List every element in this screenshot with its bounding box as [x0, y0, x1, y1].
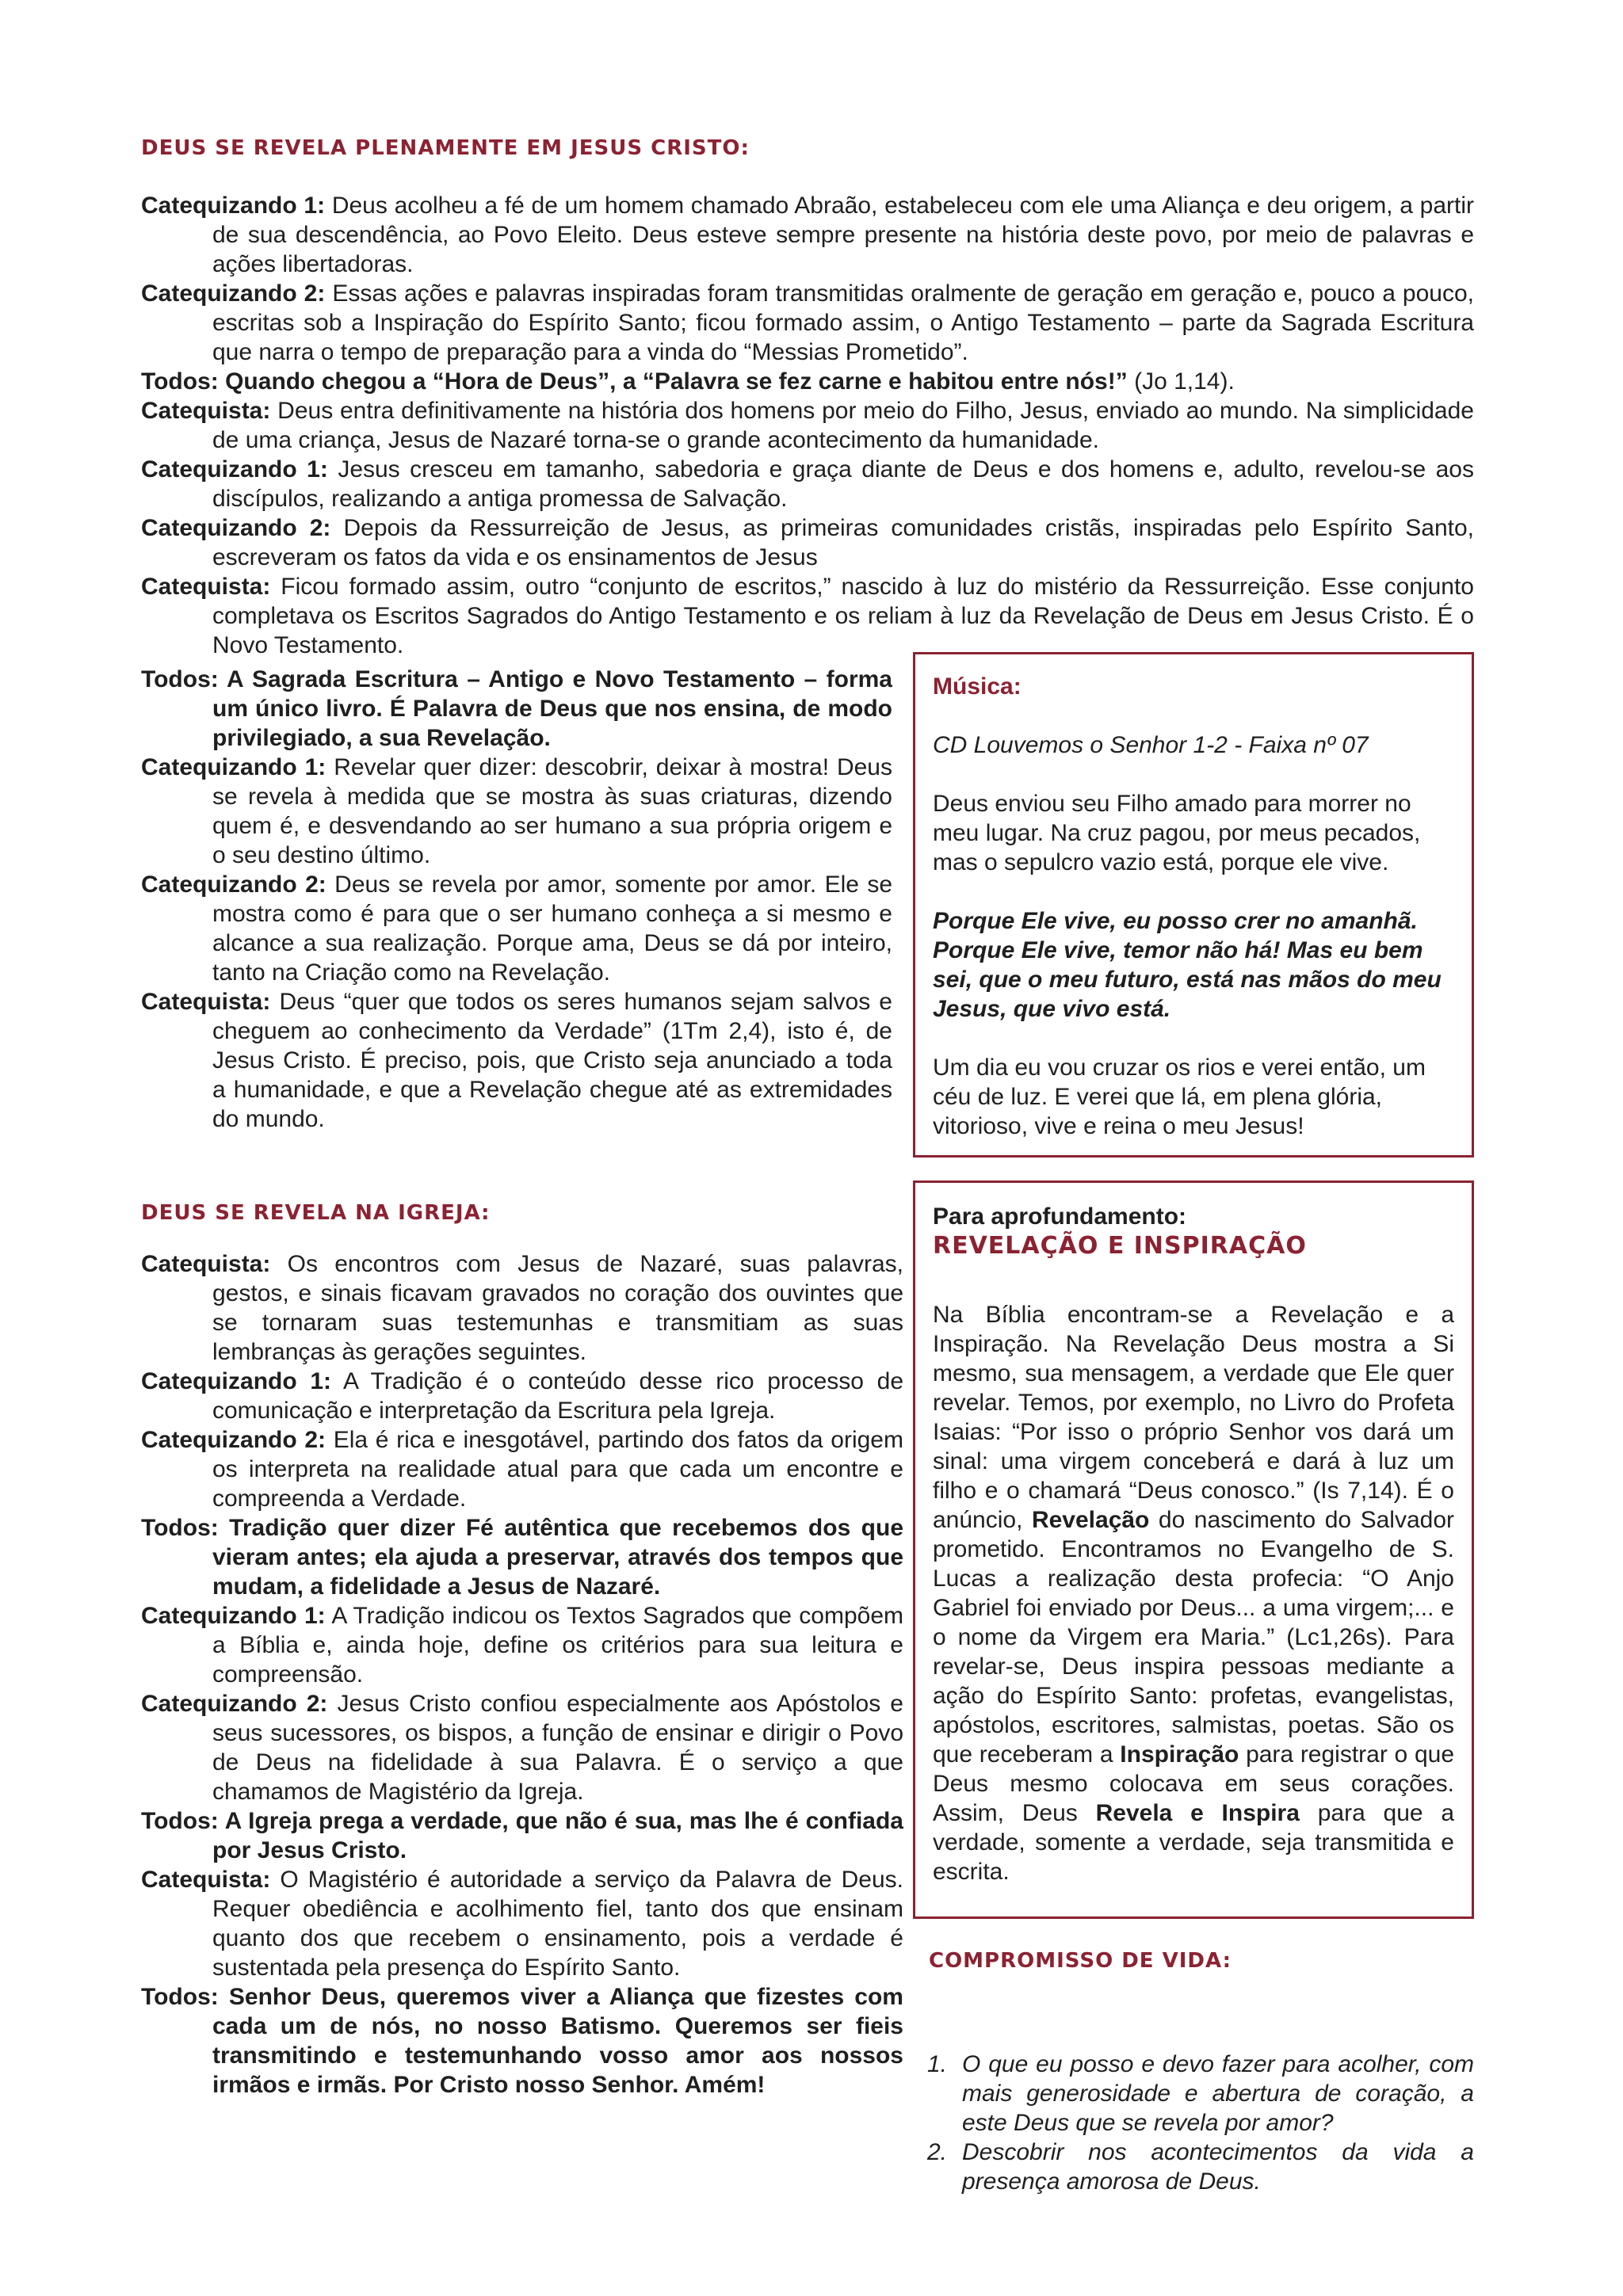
dialogue-line: Todos: Quando chegou a “Hora de Deus”, a “Palavra se fez carne e habitou entre nós!” (Jo 1,14). — [141, 368, 1235, 395]
dialogue-line: Catequista: Ficou formado assim, outro “conjunto de escritos,” nascido à luz do mistério da Ressurreição. Esse conjunto completava os Escritos Sagrados do Antigo Testamento e os reliam à luz da Revelação de Deus em Jesus Cristo. É o Novo Testamento. — [141, 574, 1474, 658]
heading-commitment: COMPROMISSO DE VIDA: — [929, 1949, 1232, 1973]
dialogue-line: Catequizando 1: A Tradição indicou os Textos Sagrados que compõem a Bíblia e, ainda hoje, define os critérios para sua leitura e compreensão. — [141, 1603, 903, 1688]
dialogue-line: Catequista: Os encontros com Jesus de Nazaré, suas palavras, gestos, e sinais ficavam gravados no coração dos ouvintes que se tornaram suas testemunhas e transmitiam as suas lembranças às gerações seguintes. — [141, 1251, 903, 1365]
dialogue-line: Catequizando 2: Depois da Ressurreição de Jesus, as primeiras comunidades cristãs, inspiradas pelo Espírito Santo, escreveram os fatos da vida e os ensinamentos de Jesus — [141, 515, 1475, 570]
dialogue-line: Catequizando 1: Revelar quer dizer: descobrir, deixar à mostra! Deus se revela à medida que se mostra às suas criaturas, dizendo quem é, e desvendando ao ser humano a sua própria origem e o seu destino último. — [141, 754, 892, 868]
dialogue-line: Catequizando 1: A Tradição é o conteúdo desse rico processo de comunicação e interpretação da Escritura pela Igreja. — [141, 1368, 904, 1424]
dialogue-line: Catequista: O Magistério é autoridade a serviço da Palavra de Deus. Requer obediência e acolhimento fiel, tanto dos que ensinam quanto dos que recebem o ensinamento, pois a verdade é sustentada pela presença do Espírito Santo. — [141, 1867, 903, 1981]
dialogue-line: Catequista: Deus entra definitivamente na história dos homens por meio do Filho, Jesus, enviado ao mundo. Na simplicidade de uma criança, Jesus de Nazaré torna-se o grande acontecimento da humanidade. — [141, 398, 1474, 453]
dialogue-line: Todos: Senhor Deus, queremos viver a Aliança que fizestes com cada um de nós, no nosso Batismo. Queremos ser fieis transmitindo e testemunhando vosso amor aos nossos irmãos e irmãs. Por Cristo nosso Senhor. Amém! — [141, 1984, 903, 2098]
dialogue-line: Catequizando 2: Ela é rica e inesgotável, partindo dos fatos da origem os interpreta na realidade atual para que cada um encontre e compreenda a Verdade. — [141, 1427, 903, 1512]
dialogue-line: Catequizando 2: Essas ações e palavras inspiradas foram transmitidas oralmente de geração em geração e, pouco a pouco, escritas sob a Inspiração do Espírito Santo; ficou formado assim, o Antigo Testamento – parte da Sagrada Escritura que narra o tempo de preparação para a vinda do “Messias Prometido”. — [141, 280, 1474, 365]
music-verse-1: Deus enviou seu Filho amado para morrer no meu lugar. Na cruz pagou, por meus pecados, mas o sepulcro vazio está, porque ele vive. — [933, 791, 1421, 875]
music-box — [913, 652, 1474, 1158]
heading-reveals-in-church: DEUS SE REVELA NA IGREJA: — [141, 1201, 491, 1225]
dialogue-line: Todos: A Igreja prega a verdade, que não é sua, mas lhe é confiada por Jesus Cristo. — [141, 1808, 903, 1863]
dialogue-line: Todos: Tradição quer dizer Fé autêntica que recebemos dos que vieram antes; ela ajuda a preservar, através dos tempos que mudam, a fidelidade a Jesus de Nazaré. — [141, 1515, 904, 1600]
dialogue-line: Catequizando 2: Deus se revela por amor, somente por amor. Ele se mostra como é para que o ser humano conheça a si mesmo e alcance a sua realização. Porque ama, Deus se dá por inteiro, tanto na Criação como na Revelação. — [141, 871, 893, 986]
commitment-list — [927, 2050, 1474, 2196]
music-verse-2: Um dia eu vou cruzar os rios e verei então, um céu de luz. E verei que lá, em plena glória, vitorioso, vive e reina o meu Jesus! — [933, 1055, 1426, 1139]
list-item: 2. Descobrir nos acontecimentos da vida a presença amorosa de Deus. — [927, 2139, 1474, 2195]
section-dialogue-1 — [141, 191, 1474, 660]
dialogue-line: Todos: A Sagrada Escritura – Antigo e Novo Testamento – forma um único livro. É Palavra de Deus que nos ensina, de modo privilegiado, a sua Revelação. — [141, 666, 892, 751]
deepen-title: Para aprofundamento: — [933, 1203, 1187, 1230]
dialogue-line: Catequizando 1: Jesus cresceu em tamanho, sabedoria e graça diante de Deus e dos homens e, adulto, revelou-se aos discípulos, realizando a antiga promessa de Salvação. — [141, 456, 1474, 512]
dialogue-line: Catequizando 2: Jesus Cristo confiou especialmente aos Apóstolos e seus sucessores, os bispos, a função de ensinar e dirigir o Povo de Deus na fidelidade à sua Palavra. É o serviço a que chamamos de Magistério da Igreja. — [141, 1691, 903, 1805]
list-item: 1. O que eu posso e devo fazer para acolher, com mais generosidade e abertura de coração, a este Deus que se revela por amor? — [927, 2051, 1474, 2136]
deepen-body: Na Bíblia encontram-se a Revelação e a Inspiração. Na Revelação Deus mostra a Si mesmo, sua mensagem, a verdade que Ele quer revelar. Temos, por exemplo, no Livro do Profeta Isaias: “Por isso o próprio Senhor vos dará um sinal: uma virgem conceberá e dará à luz um filho e o chamará “Deus conosco.” (Is 7,14). É o anúncio, Revelação do nascimento do Salvador prometido. Encontramos no Evangelho de S. Lucas a realização desta profecia: “O Anjo Gabriel foi enviado por Deus... a uma virgem;... e o nome da Virgem era Maria.” (Lc1,26s). Para revelar-se, Deus inspira pessoas mediante a ação do Espírito Santo: profetas, evangelistas, apóstolos, escritores, salmistas, poetas. São os que receberam a Inspiração para registrar o que Deus mesmo colocava em seus corações. Assim, Deus Revela e Inspira para que a verdade, somente a verdade, seja transmitida e escrita. — [933, 1302, 1455, 1885]
music-cd: CD Louvemos o Senhor 1-2 - Faixa nº 07 — [933, 732, 1369, 758]
dialogue-line: Catequista: Deus “quer que todos os seres humanos sejam salvos e cheguem ao conhecimento da Verdade” (1Tm 2,4), isto é, de Jesus Cristo. É preciso, pois, que Cristo seja anunciado a toda a humanidade, e que a Revelação chegue até as extremidades do mundo. — [141, 989, 892, 1132]
heading-reveals-in-christ: DEUS SE REVELA PLENAMENTE EM JESUS CRISTO: — [141, 136, 750, 160]
deepen-box — [913, 1180, 1474, 1919]
music-title: Música: — [933, 673, 1022, 700]
section-dialogue-1b — [141, 665, 892, 1134]
dialogue-line: Catequizando 1: Deus acolheu a fé de um homem chamado Abraão, estabeleceu com ele uma Aliança e deu origem, a partir de sua descendência, ao Povo Eleito. Deus esteve sempre presente na história deste povo, por meio de palavras e ações libertadoras. — [141, 193, 1474, 277]
music-chorus: Porque Ele vive, eu posso crer no amanhã. Porque Ele vive, temor não há! Mas eu bem sei, que o meu futuro, está nas mãos do meu Jesus, que vivo está. — [933, 908, 1442, 1022]
deepen-subtitle: REVELAÇÃO E INSPIRAÇÃO — [933, 1232, 1307, 1260]
section-dialogue-2 — [141, 1249, 903, 2100]
